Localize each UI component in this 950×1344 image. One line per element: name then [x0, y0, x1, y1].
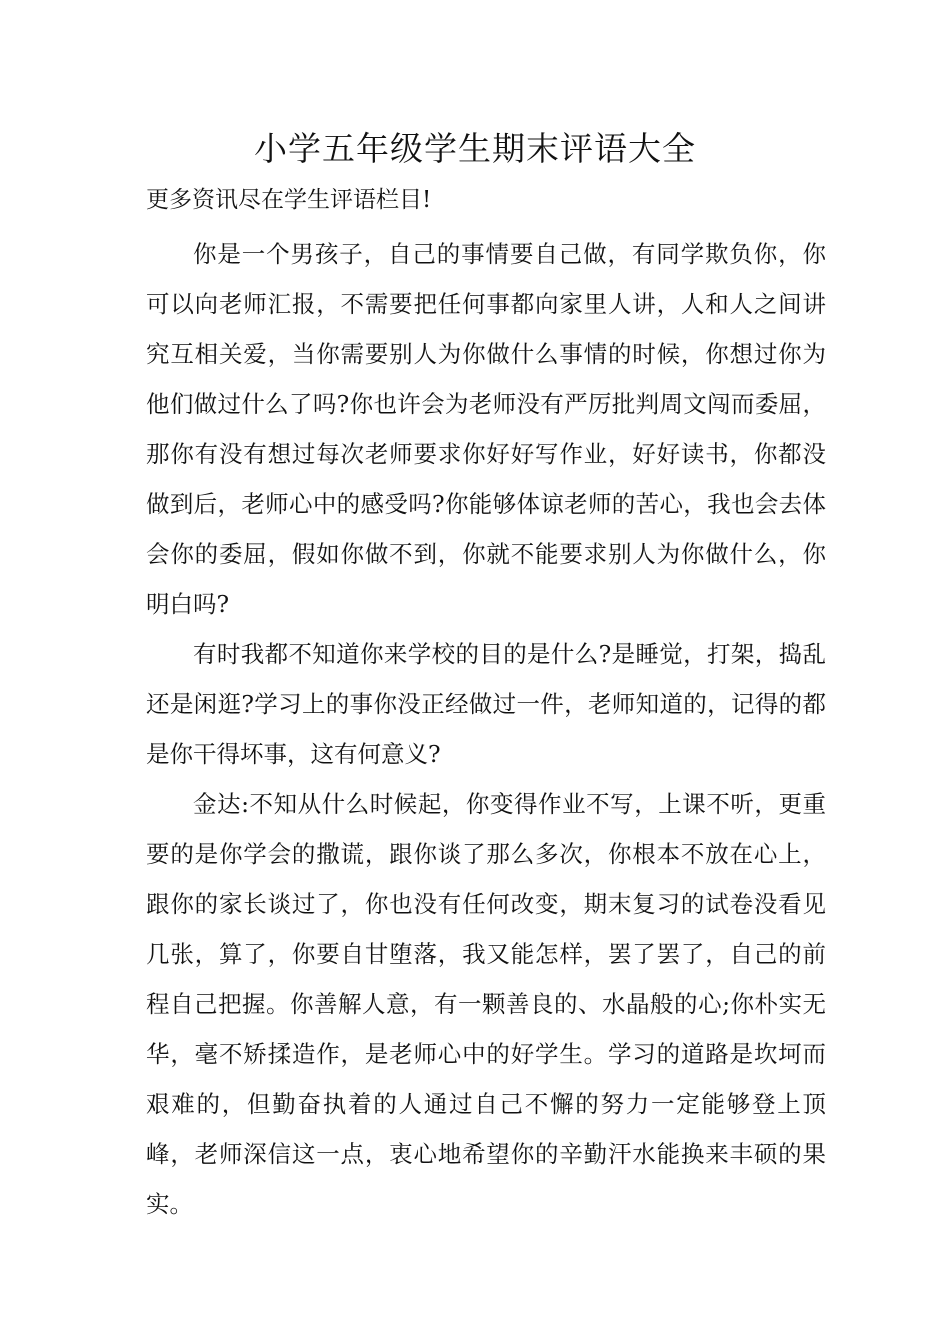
document-title: 小学五年级学生期末评语大全 [254, 129, 696, 168]
paragraph-3: 金达:不知从什么时候起，你变得作业不写，上课不听，更重要的是你学会的撒谎，跟你谈了那么多次，你根本不放在心上，跟你的家长谈过了，你也没有任何改变，期末复习的试卷没看见几张，算了，你要自甘堕落，我又能怎样，罢了罢了，自己的前程自己把握。你善解人意，有一颗善良的、水晶般的心;你朴实无华，毫不矫揉造作，是老师心中的好学生。学习的道路是坎坷而艰难的，但勤奋执着的人通过自己不懈的努力一定能够登上顶峰，老师深信这一点，衷心地希望你的辛勤汗水能换来丰硕的果实。 [146, 790, 826, 1218]
document-body [146, 229, 826, 1229]
lead-line: 更多资讯尽在学生评语栏目! [146, 187, 432, 213]
paragraph-2: 有时我都不知道你来学校的目的是什么?是睡觉，打架，捣乱还是闲逛?学习上的事你没正经做过一件，老师知道的，记得的都是你干得坏事，这有何意义? [146, 640, 826, 768]
paragraph-1: 你是一个男孩子，自己的事情要自己做，有同学欺负你，你可以向老师汇报，不需要把任何事都向家里人讲，人和人之间讲究互相关爱，当你需要别人为你做什么事情的时候，你想过你为他们做过什么了吗?你也许会为老师没有严厉批判周文闯而委屈，那你有没有想过每次老师要求你好好写作业，好好读书，你都没做到后，老师心中的感受吗?你能够体谅老师的苦心，我也会去体会你的委屈，假如你做不到，你就不能要求别人为你做什么，你明白吗? [146, 240, 826, 618]
